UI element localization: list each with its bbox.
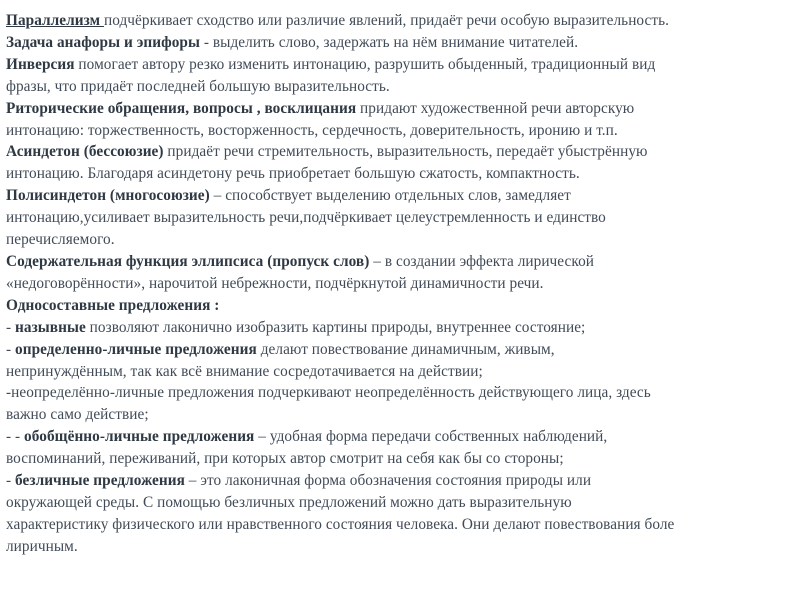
text-line	[6, 273, 796, 295]
text-line	[6, 514, 796, 536]
text-segment: -неопределённо-личные предложения подчеркивают неопределённость действующего лица, здесь	[6, 384, 651, 402]
text-line	[6, 76, 796, 98]
bold-term: Параллелизм	[6, 12, 104, 29]
text-segment: характеристику физического или нравственного состояния человека. Они делают повествования боле	[6, 515, 675, 533]
text-line	[6, 295, 796, 317]
text-segment: окружающей среды. С помощью безличных предложений можно дать выразительную	[6, 493, 572, 511]
text-line	[6, 10, 796, 32]
bold-term: Полисиндетон (многосоюзие)	[6, 187, 210, 205]
bold-term: Риторические обращения, вопросы , восклицания	[6, 99, 357, 117]
text-segment: – удобная форма передачи собственных наблюдений,	[254, 428, 608, 446]
text-line	[6, 185, 796, 207]
bold-term: Содержательная функция эллипсиса (пропуск слов)	[6, 252, 370, 270]
text-segment: важно само действие;	[6, 406, 149, 424]
text-segment: делают повествование динамичным, живым,	[256, 340, 555, 358]
text-line	[6, 54, 796, 76]
text-segment: перечисляемого.	[6, 231, 115, 249]
text-line	[6, 382, 796, 404]
text-line	[6, 98, 796, 120]
text-line	[6, 404, 796, 426]
text-segment: помогает автору резко изменить интонацию, разрушить обыденный, традиционный вид	[74, 55, 656, 73]
text-segment: – способствует выделению отдельных слов, замедляет	[209, 187, 571, 205]
text-segment: – это лаконичная форма обозначения состояния природы или	[184, 472, 592, 490]
bold-term: Асиндетон (бессоюзие)	[6, 143, 164, 161]
text-line	[6, 339, 796, 361]
text-segment: непринуждённым, так как всё внимание сосредотачивается на действии;	[6, 362, 483, 380]
bold-term: Задача анафоры и эпифоры	[6, 33, 200, 51]
text-line	[6, 448, 796, 470]
text-segment: позволяют лаконично изобразить картины природы, внутреннее состояние;	[85, 318, 586, 336]
bold-term: назывные	[15, 318, 86, 336]
bold-term: определенно-личные предложения	[15, 340, 257, 358]
slide-text-body	[6, 10, 796, 558]
bold-term: Инверсия	[6, 55, 75, 73]
text-segment: -	[6, 472, 16, 490]
bold-term: Односоставные предложения :	[6, 296, 220, 314]
text-line	[6, 426, 796, 448]
text-line	[6, 492, 796, 514]
bold-term: безличные предложения	[15, 472, 185, 490]
text-line	[6, 207, 796, 229]
text-segment: интонацию. Благодаря асиндетону речь приобретает большую сжатость, компактность.	[6, 165, 580, 183]
text-segment: придаёт речи стремительность, выразительность, передаёт убыстрённую	[163, 143, 648, 161]
text-segment: фразы, что придаёт последней большую выразительность.	[6, 77, 390, 95]
text-line	[6, 361, 796, 383]
text-segment: - -	[6, 428, 25, 446]
text-segment: -	[6, 318, 16, 336]
text-line	[6, 163, 796, 185]
text-segment: – в создании эффекта лирической	[369, 252, 595, 270]
text-line	[6, 141, 796, 163]
text-line	[6, 229, 796, 251]
text-segment: -	[6, 340, 16, 358]
text-line	[6, 120, 796, 142]
text-segment: «недоговорённости», нарочитой небрежности, подчёркнутой динамичности речи.	[6, 274, 544, 292]
text-segment: придают художественной речи авторскую	[356, 99, 635, 117]
text-segment: подчёркивает сходство или различие явлений, придаёт речи особую выразительность.	[103, 12, 669, 29]
text-segment: лиричным.	[6, 537, 78, 555]
text-line	[6, 470, 796, 492]
bold-term: обобщённо-личные предложения	[24, 428, 255, 446]
text-segment: - выделить слово, задержать на нём внимание читателей.	[199, 33, 579, 51]
text-line	[6, 536, 796, 558]
text-line	[6, 32, 796, 54]
text-segment: воспоминаний, переживаний, при которых автор смотрит на себя как бы со стороны;	[6, 450, 564, 468]
text-line	[6, 251, 796, 273]
text-segment: интонацию: торжественность, восторженность, сердечность, доверительность, иронию и т.п.	[6, 121, 618, 139]
text-line	[6, 317, 796, 339]
text-segment: интонацию,усиливает выразительность речи,подчёркивает целеустремленность и единство	[6, 209, 606, 227]
